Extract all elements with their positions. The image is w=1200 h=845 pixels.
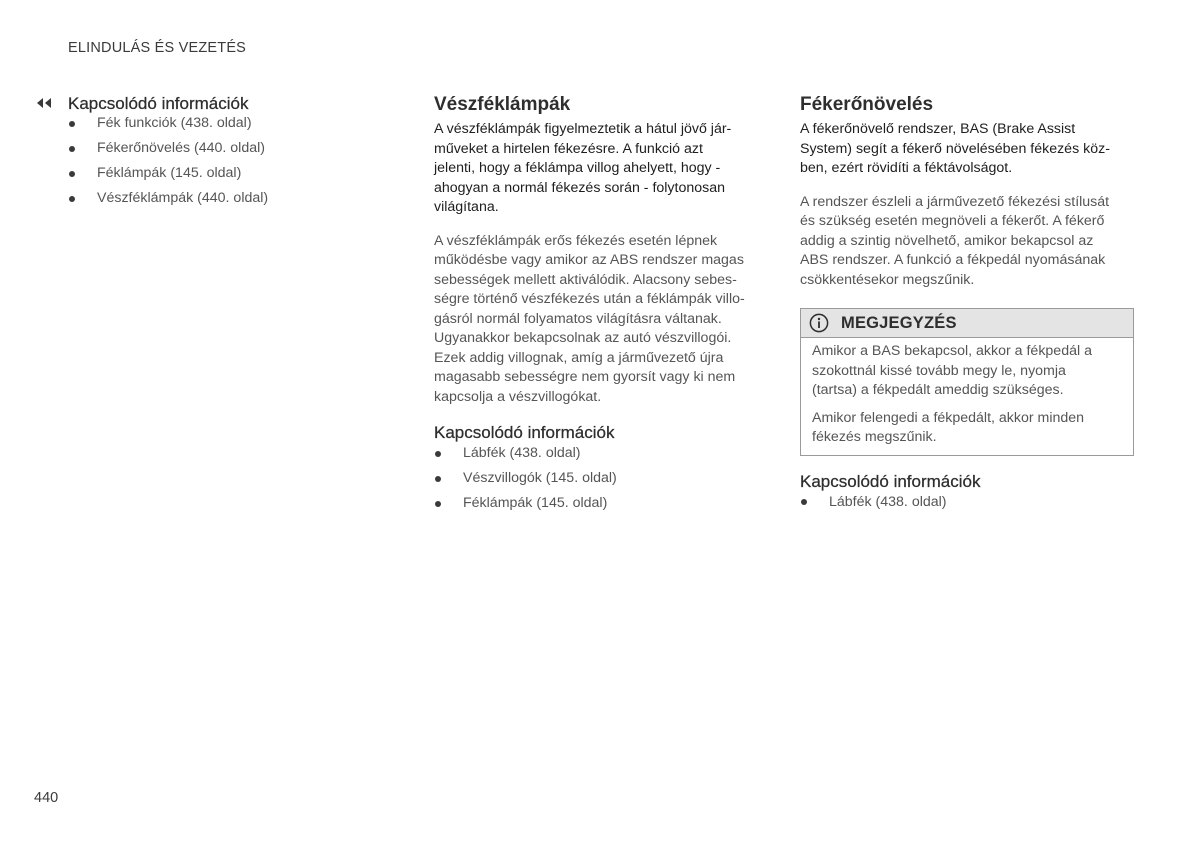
bullet (801, 499, 807, 505)
note-paragraph: Amikor felengedi a fékpedált, akkor minden fékezés megszűnik. (812, 409, 1085, 445)
note-paragraph: Amikor a BAS bekapcsol, akkor a fékpedál a szokottnál kissé tovább megy le, nyomja (tartsa) a fékpedált ameddig szükséges. (812, 343, 1092, 398)
section-lead: A fékerőnövelő rendszer, BAS (Brake Assist System) segít a fékerő növelésében fékezés köz- ben, ezért rövidíti a féktávolságot. (800, 121, 1110, 176)
note-header (801, 309, 1133, 338)
related-link[interactable] (434, 494, 766, 514)
bullet (69, 146, 75, 152)
section-body: A rendszer észleli a járművezető fékezési stílusát és szükség esetén megnöveli a fékerőt. A fékerő addig a szintig növelhető, amikor bekapcsol az ABS rendszer. A funkció a fékpedál nyomásának csökkentésekor megszűnik. (800, 193, 1110, 288)
related-link[interactable] (68, 114, 358, 134)
related-link-text[interactable]: Lábfék (438. oldal) (463, 445, 581, 461)
related-link[interactable] (68, 164, 358, 184)
chapter-title: ELINDULÁS ÉS VEZETÉS (68, 40, 247, 56)
section-title: Fékerőnövelés (800, 94, 934, 115)
bullet (435, 501, 441, 507)
bullet (435, 476, 441, 482)
related-info-block (434, 423, 766, 514)
related-link[interactable] (434, 444, 766, 464)
related-link-text[interactable]: Fék funkciók (438. oldal) (97, 115, 252, 131)
note-box (800, 308, 1134, 456)
section-body: A vészféklámpák erős fékezés esetén lépnek működésbe vagy amikor az ABS rendszer magas sebességek mellett aktiválódik. Alacsony sebes- ségre történő vészfékezés után a féklámpák villo- gásról normál folyamatos világításra váltanak. Ugyanakkor bekapcsolnak az autó vészvillogói. Ezek addig villognak, amíg a járművezető újra magasabb sebességre nem gyorsít vagy ki nem kapcsolja a vészvillogókat. (434, 232, 745, 405)
related-info-list (434, 444, 766, 514)
related-link[interactable] (434, 469, 766, 489)
related-link-text[interactable]: Féklámpák (145. oldal) (463, 495, 608, 511)
related-link-text[interactable]: Féklámpák (145. oldal) (97, 165, 242, 181)
bullet (69, 196, 75, 202)
related-link[interactable] (68, 189, 358, 209)
info-circle-icon (809, 313, 829, 333)
left-column (68, 94, 358, 214)
middle-column (434, 94, 766, 519)
related-link[interactable] (68, 139, 358, 159)
section-lead: A vészféklámpák figyelmeztetik a hátul jövő jár- műveket a hirtelen fékezésre. A funkció azt jelenti, hogy a féklámpa villog ahelyett, hogy - ahogyan a normál fékezés során - folytonosan világítana. (434, 121, 732, 215)
related-info-list (68, 114, 358, 209)
page-number: 440 (34, 790, 59, 806)
right-column (800, 94, 1134, 518)
related-info-list (800, 493, 1134, 513)
bullet (69, 121, 75, 127)
related-info-title: Kapcsolódó információk (800, 471, 981, 491)
bullet (435, 451, 441, 457)
related-link-text[interactable]: Vészféklámpák (440. oldal) (97, 190, 269, 206)
related-info-block (800, 472, 1134, 513)
related-link[interactable] (800, 493, 1134, 513)
related-info-title: Kapcsolódó információk (68, 94, 249, 113)
related-link-text[interactable]: Lábfék (438. oldal) (829, 493, 947, 510)
note-title: MEGJEGYZÉS (841, 313, 957, 332)
double-chevron-left-icon[interactable] (36, 97, 52, 109)
bullet (69, 171, 75, 177)
section-title: Vészféklámpák (434, 94, 571, 115)
related-link-text[interactable]: Vészvillogók (145. oldal) (463, 470, 617, 486)
note-body (801, 338, 1133, 455)
related-link-text[interactable]: Fékerőnövelés (440. oldal) (97, 140, 265, 156)
related-info-title: Kapcsolódó információk (434, 423, 615, 442)
